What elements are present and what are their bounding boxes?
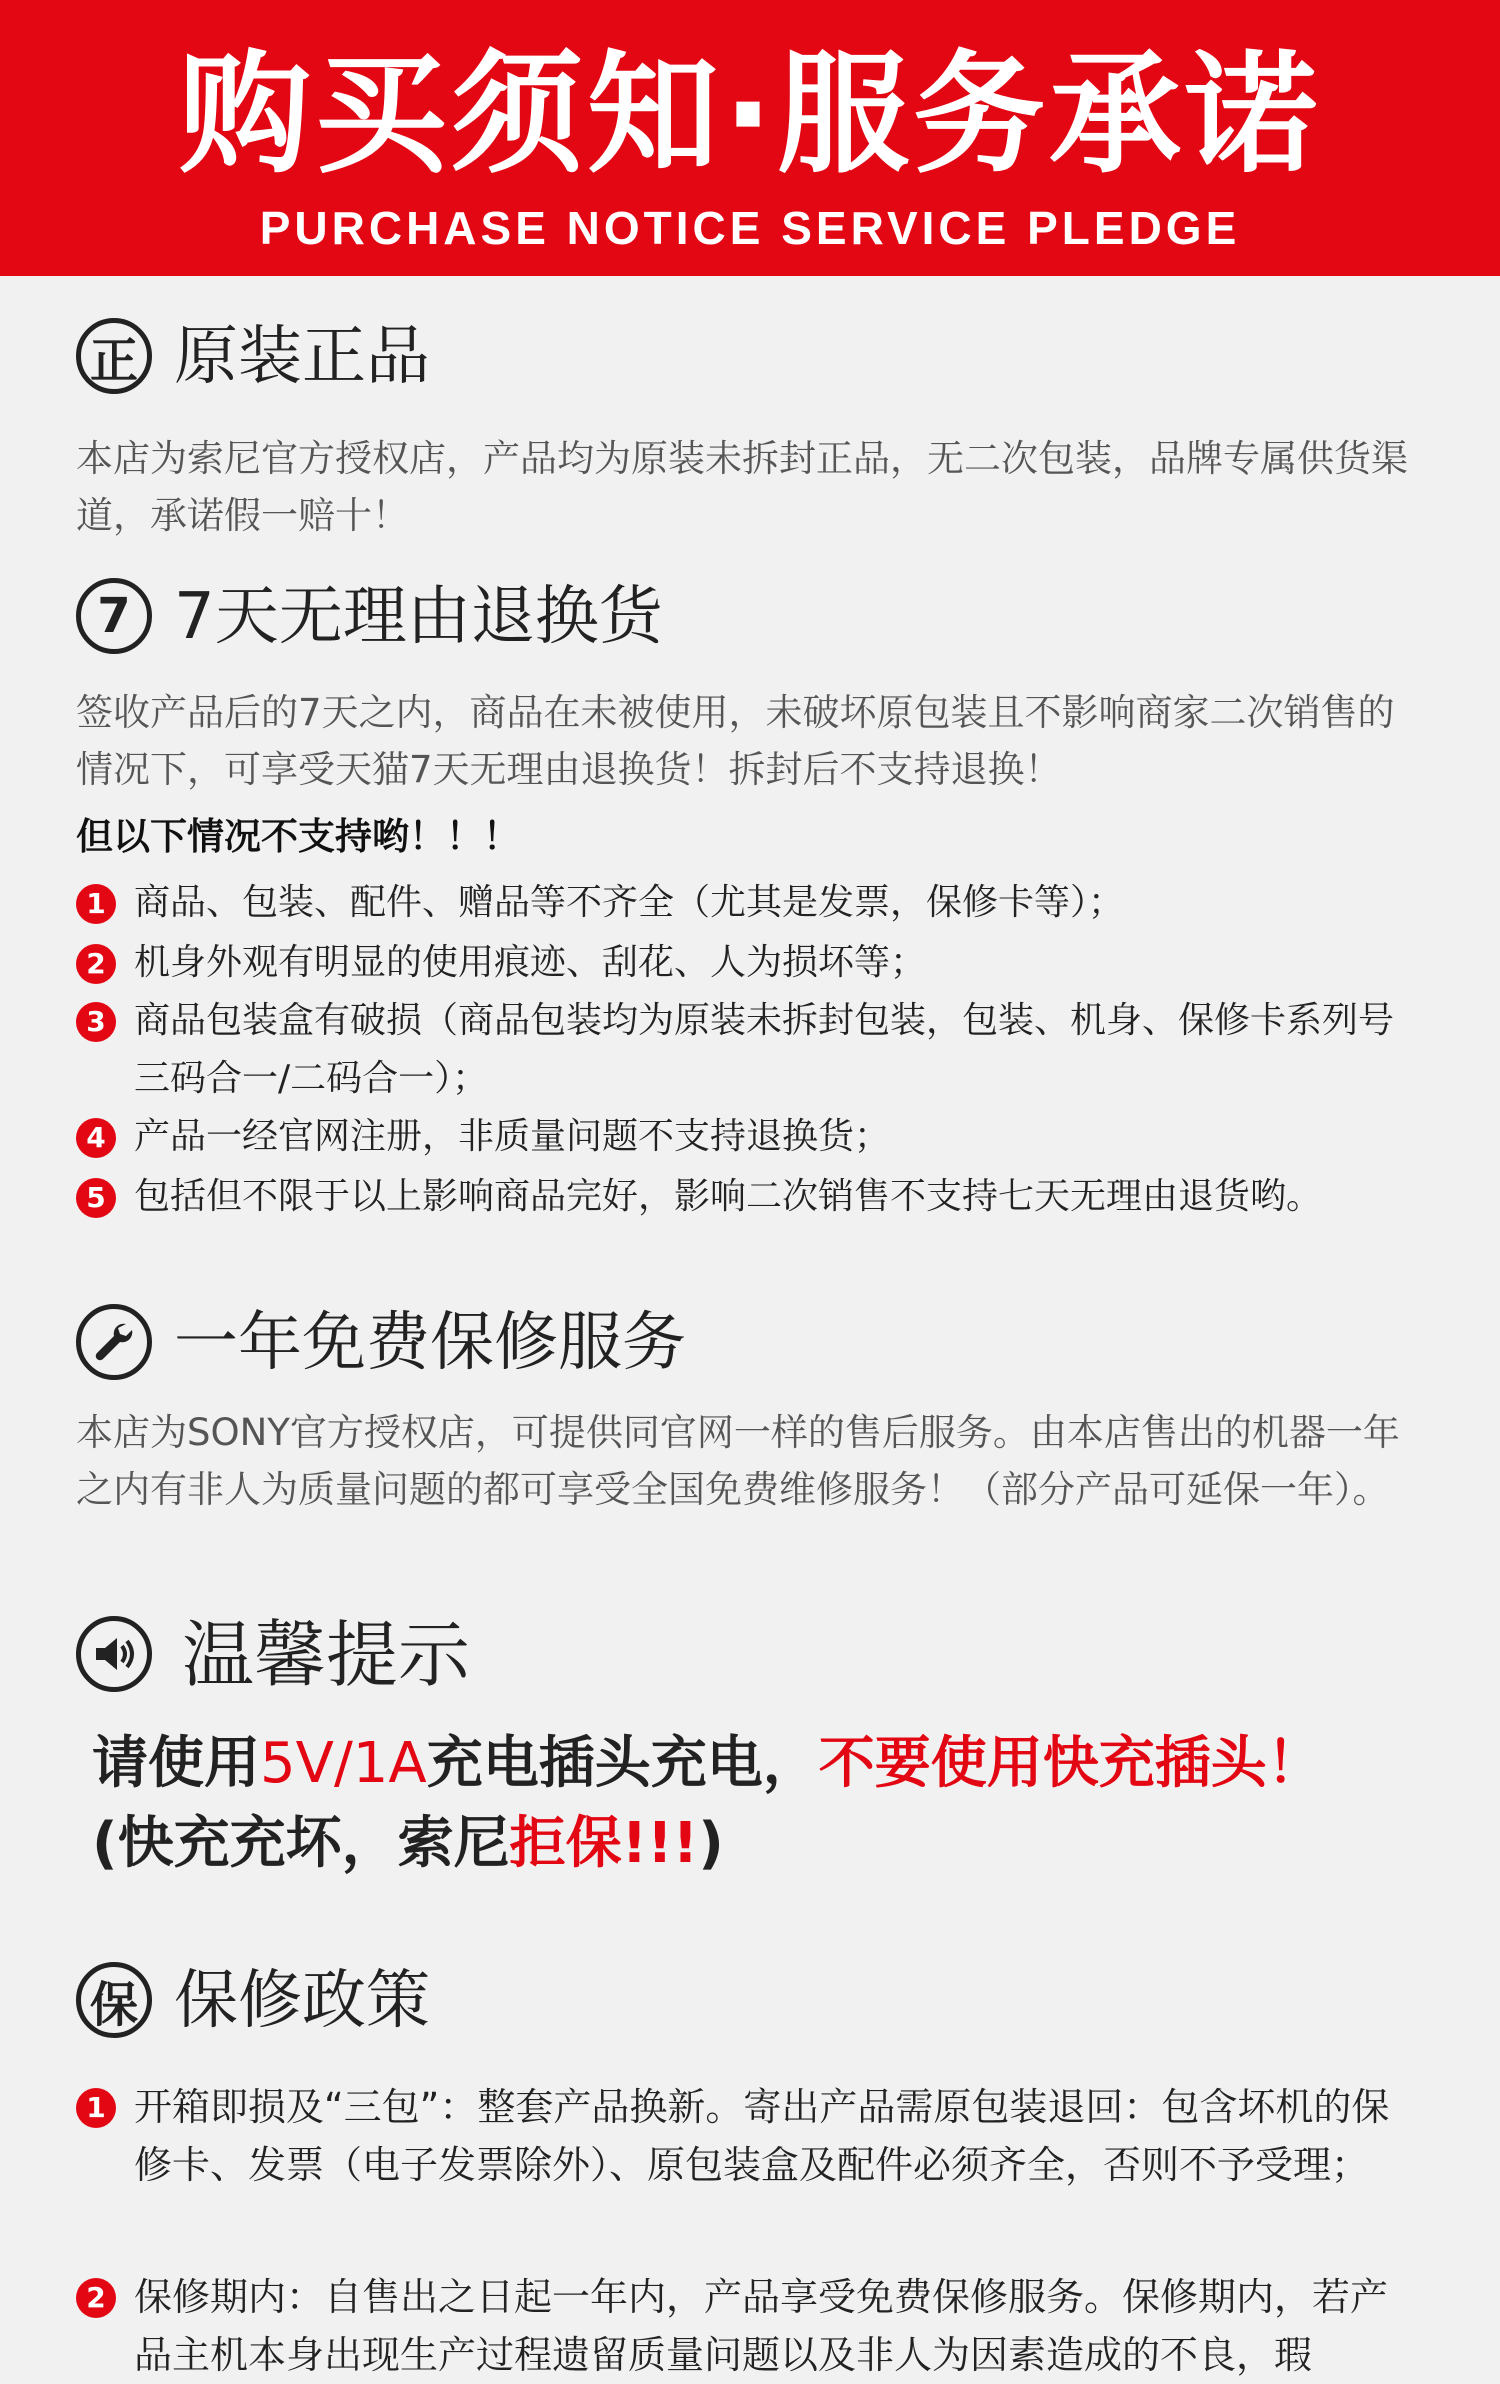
circled-seven-icon: 7 [76,578,152,654]
tip-text: 充电插头充电， [426,1731,819,1796]
section-policy [0,1958,1500,2377]
tip-warning: 不要使用快充插头！ [818,1731,1323,1796]
list-item-text: 开箱即损及“三包”：整套产品换新。寄出产品需原包装退回：包含坏机的保修卡、发票（电子发票除外）、原包装盒及配件必须齐全，否则不予受理； [134,2085,1390,2187]
section-return [0,574,1500,1217]
page-title: 购买须知·服务承诺 [178,38,1322,192]
list-item-text: 保修期内：自售出之日起一年内，产品享受免费保修服务。保修期内，若产品主机本身出现生产过程遗留质量问题以及非人为因素造成的不良，瑕 [134,2275,1389,2377]
page-subtitle: PURCHASE NOTICE SERVICE PLEDGE [259,202,1241,254]
circled-zheng-icon: 正 [76,318,152,394]
number-2-icon: 2 [76,2278,116,2318]
section-tips [0,1612,1500,1876]
section-genuine [0,314,1500,537]
number-3-icon: 3 [76,1002,116,1042]
tip-text: ) [698,1811,724,1876]
wrench-icon [76,1304,152,1380]
section-warranty-service [0,1300,1500,1511]
circled-bao-icon: 保 [76,1962,152,2038]
section-header [0,1612,1500,1702]
content [0,276,1500,2377]
section-body: 本店为SONY官方授权店，可提供同官网一样的售后服务。由本店售出的机器一年之内有非人为质量问题的都可享受全国免费维修服务！（部分产品可延保一年）。 [76,1411,1400,1511]
list-item-text: 机身外观有明显的使用痕迹、刮花、人为损坏等； [134,942,927,983]
section-header [0,574,1500,664]
number-4-icon: 4 [76,1118,116,1158]
tip-refuse: 拒保!!! [509,1811,699,1876]
tip-text: (快充充坏，索尼 [92,1811,510,1876]
section-header [0,1300,1500,1390]
tip-voltage: 5V/1A [260,1731,427,1796]
section-title: 一年免费保修服务 [174,1306,686,1380]
section-title: 原装正品 [174,320,430,394]
list-item-text: 商品、包装、配件、赠品等不齐全（尤其是发票，保修卡等）； [134,882,1125,923]
section-title: 温馨提示 [182,1613,471,1697]
section-title: 保修政策 [174,1964,430,2038]
section-header [0,1958,1500,2048]
section-body: 本店为索尼官方授权店，产品均为原装未拆封正品，无二次包装，品牌专属供货渠道，承诺假一赔十！ [76,437,1408,537]
list-item-text: 产品一经官网注册，非质量问题不支持退换货； [134,1116,891,1157]
section-header [0,314,1500,404]
tip-line-1 [92,1724,1323,1804]
list-item-text: 包括但不限于以上影响商品完好，影响二次销售不支持七天无理由退货哟。 [134,1176,1323,1217]
number-1-icon: 1 [76,884,116,924]
number-2-icon: 2 [76,944,116,984]
speaker-icon [76,1616,152,1692]
tip-line-2 [92,1804,724,1884]
tip-text: 请使用 [92,1731,260,1796]
list-item-text: 商品包装盒有破损（商品包装均为原装未拆封包装，包装、机身、保修卡系列号三码合一/二码合一）； [134,1000,1395,1099]
section-body: 签收产品后的7天之内，商品在未被使用，未破坏原包装且不影响商家二次销售的情况下，可享受天猫7天无理由退换货！拆封后不支持退换！ [76,691,1395,791]
number-5-icon: 5 [76,1178,116,1218]
exception-note: 但以下情况不支持哟！！！ [76,815,520,858]
section-title: 7天无理由退换货 [174,580,663,654]
page-header [0,0,1500,276]
number-1-icon: 1 [76,2088,116,2128]
